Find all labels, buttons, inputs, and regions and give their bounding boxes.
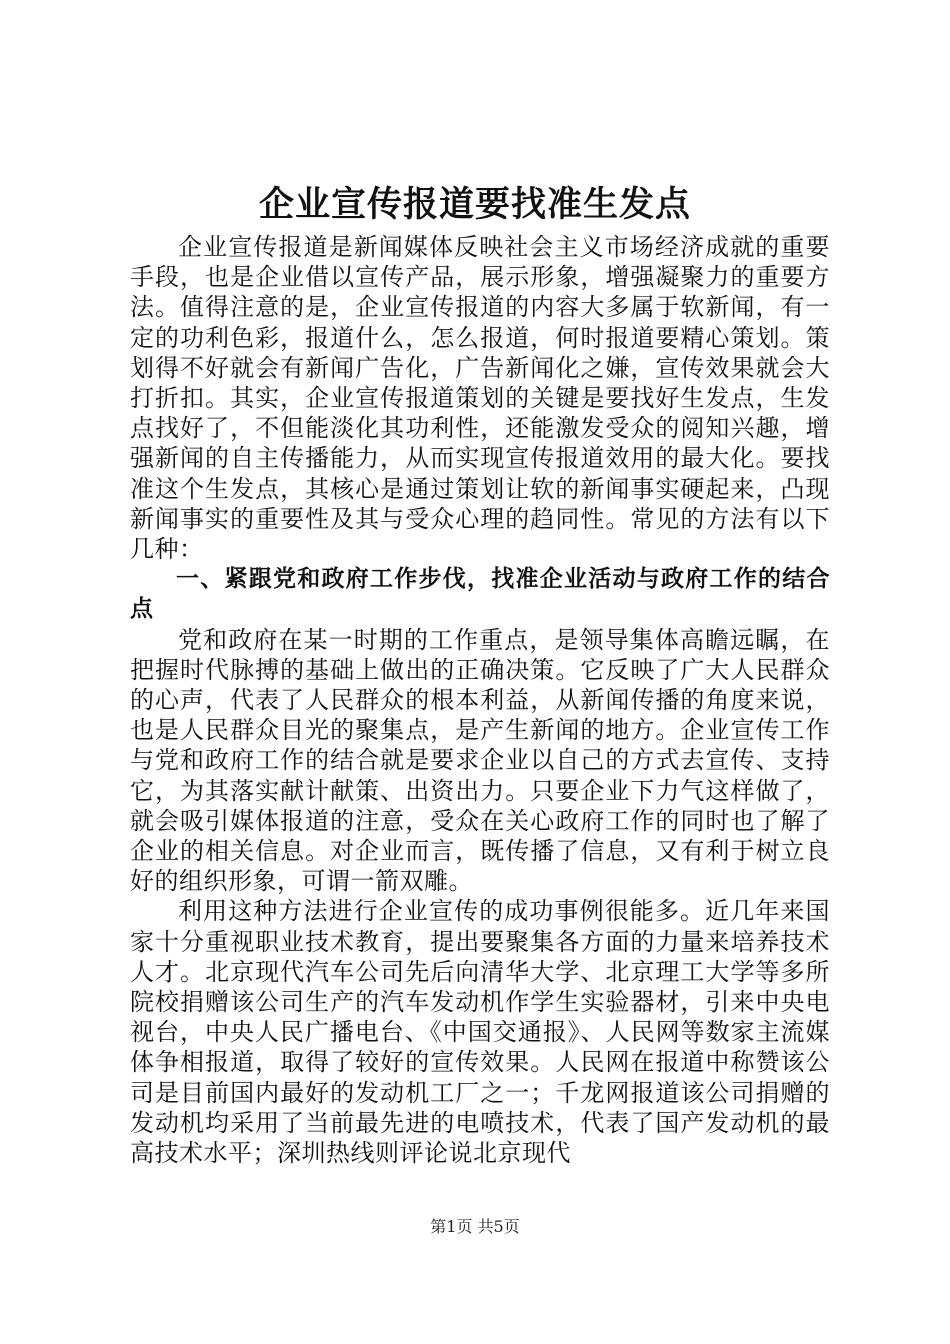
paragraph-section-one: 党和政府在某一时期的工作重点，是领导集体高瞻远瞩，在把握时代脉搏的基础上做出的正确决策。它反映了广大人民群众的心声，代表了人民群众的根本利益，从新闻传播的角度来说，也是人民群众目光的聚集点，是产生新闻的地方。企业宣传工作与党和政府工作的结合就是要求企业以自己的方式去宣传、支持它，为其落实献计献策、出资出力。只要企业下力气这样做了，就会吸引媒体报道的注意，受众在关心政府工作的同时也了解了企业的相关信息。对企业而言，既传播了信息，又有利于树立良好的组织形象，可谓一箭双雕。	[130, 625, 830, 896]
page-footer: 第1页 共5页	[430, 1217, 520, 1236]
paragraph-intro: 企业宣传报道是新闻媒体反映社会主义市场经济成就的重要手段，也是企业借以宣传产品，展示形象，增强凝聚力的重要方法。值得注意的是，企业宣传报道的内容大多属于软新闻，有一定的功利色彩，报道什么，怎么报道，何时报道要精心策划。策划得不好就会有新闻广告化，广告新闻化之嫌，宣传效果就会大打折扣。其实，企业宣传报道策划的关键是要找好生发点，生发点找好了，不但能淡化其功利性，还能激发受众的阅知兴趣，增强新闻的自主传播能力，从而实现宣传报道效用的最大化。要找准这个生发点，其核心是通过策划让软的新闻事实硬起来，凸现新闻事实的重要性及其与受众心理的趋同性。常见的方法有以下几种：	[130, 233, 830, 564]
paragraph-example: 利用这种方法进行企业宣传的成功事例很能多。近几年来国家十分重视职业技术教育，提出要聚集各方面的力量来培养技术人才。北京现代汽车公司先后向清华大学、北京理工大学等多所院校捐赠该公司生产的汽车发动机作学生实验器材，引来中央电视台，中央人民广播电台、《中国交通报》、人民网等数家主流媒体争相报道，取得了较好的宣传效果。人民网在报道中称赞该公司是目前国内最好的发动机工厂之一；千龙网报道该公司捐赠的发动机均采用了当前最先进的电喷技术，代表了国产发动机的最高技术水平；深圳热线则评论说北京现代	[130, 897, 830, 1168]
document-body	[130, 232, 830, 1168]
section-heading: 一、紧跟党和政府工作步伐，找准企业活动与政府工作的结合点	[130, 566, 830, 623]
page-title: 企业宣传报道要找准生发点	[258, 184, 691, 225]
